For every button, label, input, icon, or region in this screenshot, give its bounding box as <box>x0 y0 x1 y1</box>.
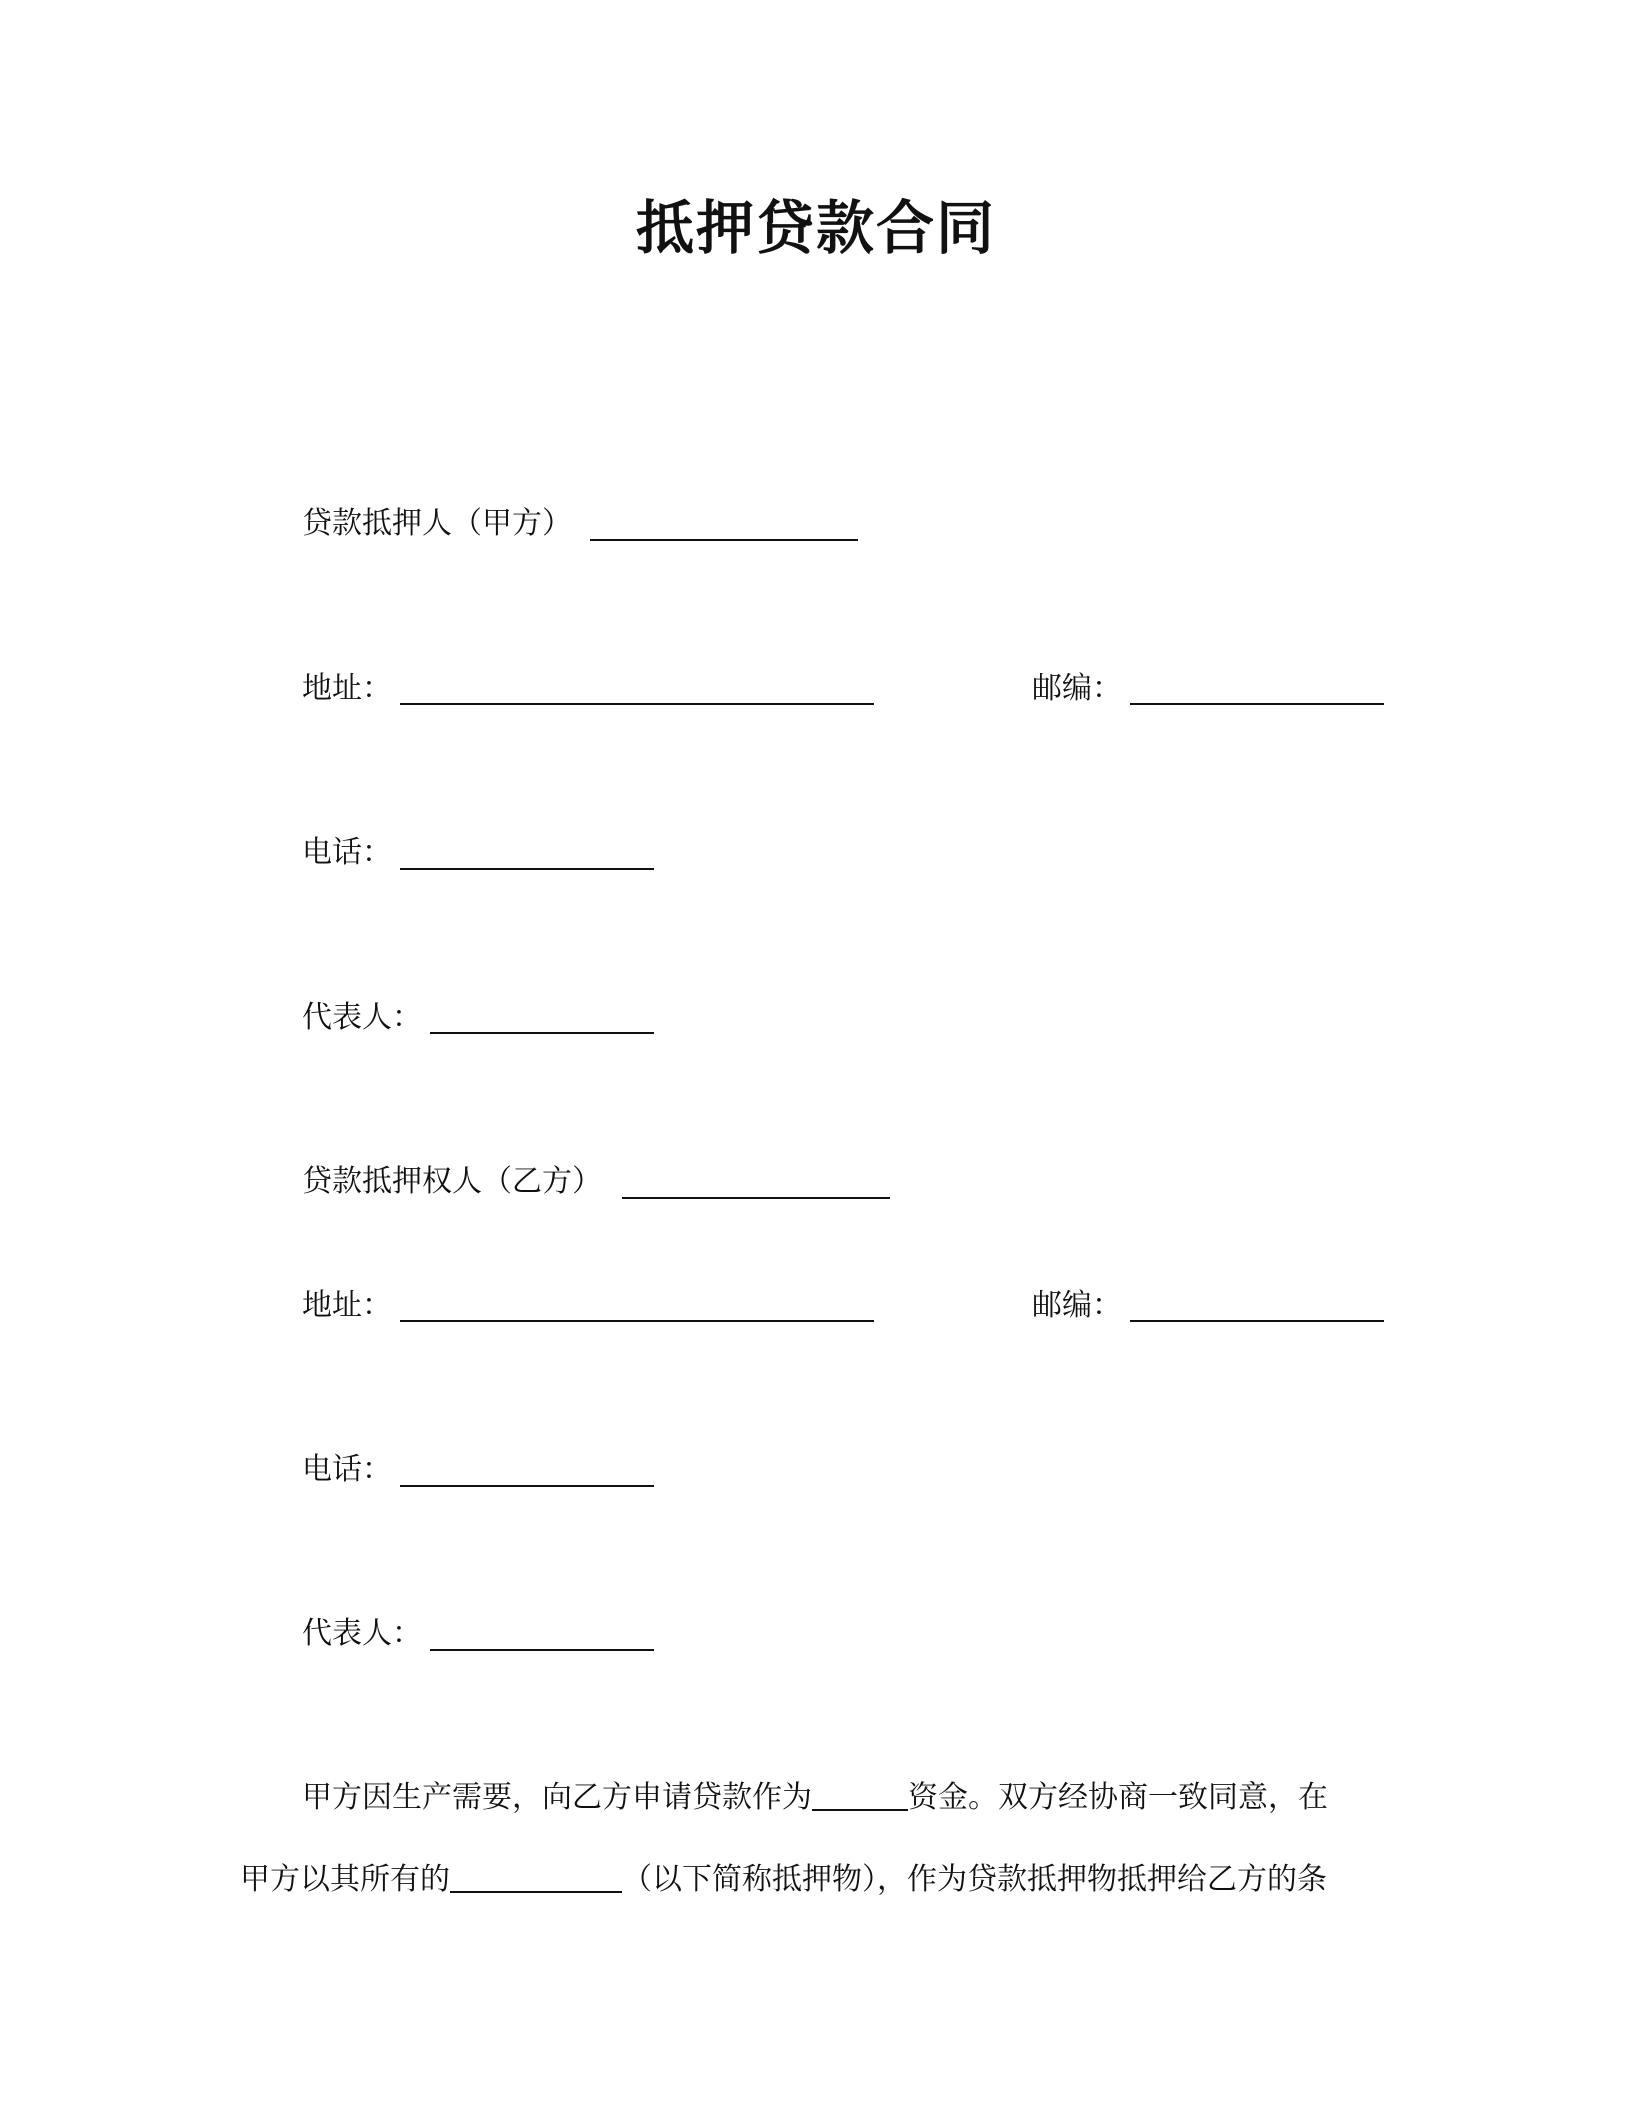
party-a-name-field[interactable] <box>590 539 858 541</box>
fund-purpose-blank[interactable] <box>812 1777 908 1811</box>
party-b-phone-label: 电话： <box>302 1452 392 1487</box>
body-line-1-end: 资金。双方经协商一致同意，在 <box>908 1780 1328 1815</box>
body-line-2-end: （以下简称抵押物），作为贷款抵押物抵押给乙方的条 <box>622 1862 1327 1897</box>
party-b-name-label: 贷款抵押权人（乙方） <box>302 1164 602 1199</box>
party-a-phone-field[interactable] <box>400 868 654 870</box>
body-line-1-start: 甲方因生产需要，向乙方申请贷款作为 <box>302 1780 812 1815</box>
document-title: 抵押贷款合同 <box>635 194 996 262</box>
party-a-representative-label: 代表人： <box>302 1000 422 1035</box>
party-b-address-label: 地址： <box>302 1288 392 1323</box>
party-b-representative-field[interactable] <box>430 1649 654 1651</box>
collateral-blank[interactable] <box>450 1859 622 1893</box>
body-line-2 <box>240 1858 1327 1902</box>
party-a-name-label: 贷款抵押人（甲方） <box>302 506 572 541</box>
body-line-1 <box>302 1776 1328 1820</box>
party-a-postcode-label: 邮编： <box>1032 671 1122 706</box>
party-b-address-field[interactable] <box>400 1320 874 1322</box>
party-a-phone-label: 电话： <box>302 835 392 870</box>
party-a-postcode-field[interactable] <box>1130 703 1384 705</box>
party-b-postcode-field[interactable] <box>1130 1320 1384 1322</box>
party-b-phone-field[interactable] <box>400 1485 654 1487</box>
party-a-representative-field[interactable] <box>430 1032 654 1034</box>
party-b-representative-label: 代表人： <box>302 1616 422 1651</box>
party-b-postcode-label: 邮编： <box>1032 1288 1122 1323</box>
party-a-address-label: 地址： <box>302 671 392 706</box>
body-line-2-start: 甲方以其所有的 <box>240 1862 450 1897</box>
party-b-name-field[interactable] <box>622 1197 890 1199</box>
party-a-address-field[interactable] <box>400 703 874 705</box>
